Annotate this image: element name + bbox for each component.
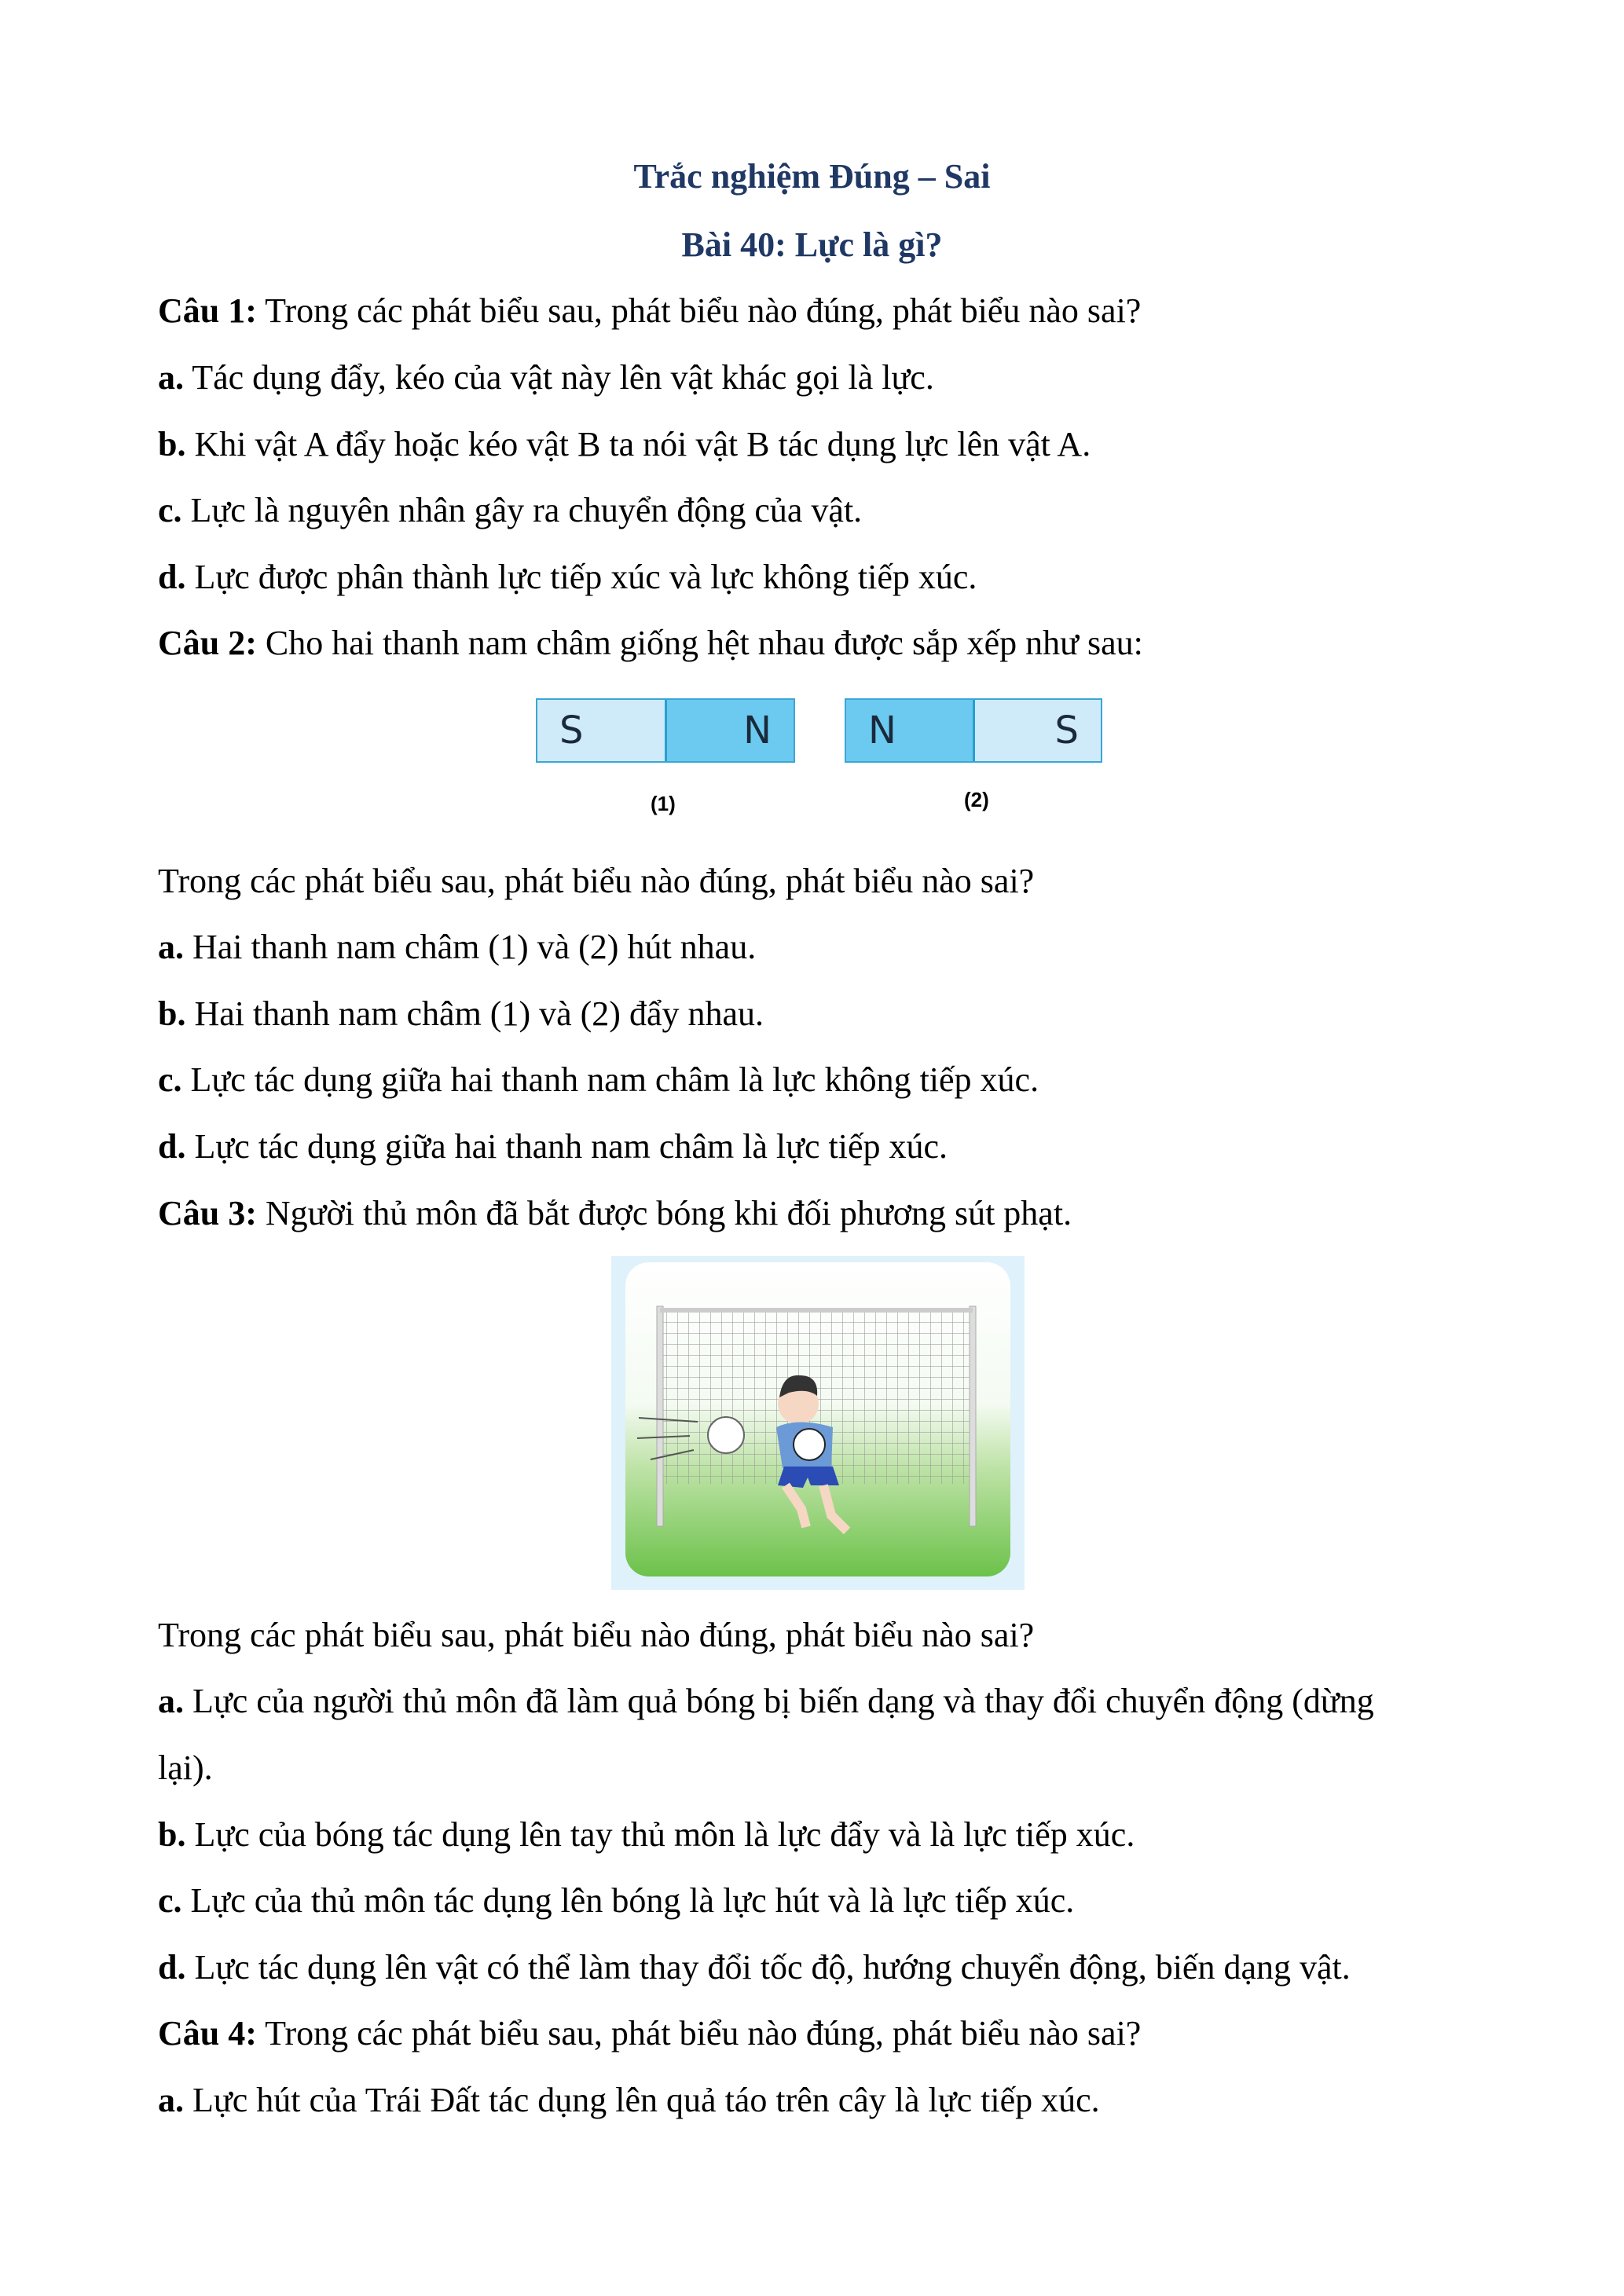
option-text: Lực tác dụng giữa hai thanh nam châm là lực không tiếp xúc. (181, 1060, 1039, 1099)
goal-post-left (657, 1306, 663, 1526)
question-label: Câu 3: (158, 1194, 257, 1232)
option-label: a. (158, 2081, 184, 2119)
q3-option-b (158, 1802, 1135, 1868)
question-text: Cho hai thanh nam châm giống hệt nhau được sắp xếp như sau: (256, 624, 1143, 662)
q1-option-c (158, 478, 862, 544)
option-text: Lực tác dụng lên vật có thể làm thay đổi tốc độ, hướng chuyển động, biến dạng vật. (185, 1948, 1351, 1987)
option-text: Lực được phân thành lực tiếp xúc và lực không tiếp xúc. (185, 558, 977, 596)
question-2 (158, 610, 1143, 676)
option-label: d. (158, 558, 186, 596)
option-label: c. (158, 491, 182, 529)
q3-option-a-continued: lại). (158, 1749, 213, 1787)
magnet-1-caption: (1) (651, 792, 676, 815)
option-label: b. (158, 994, 186, 1033)
option-label: b. (158, 1815, 186, 1854)
question-label: Câu 2: (158, 624, 257, 662)
option-label: a. (158, 928, 184, 966)
q1-option-d (158, 544, 977, 610)
magnet-2-north: N (846, 700, 975, 761)
question-4 (158, 2001, 1141, 2067)
lesson-title: Bài 40: Lực là gì? (681, 225, 943, 264)
q2-prompt: Trong các phát biểu sau, phát biểu nào đúng, phát biểu nào sai? (158, 862, 1035, 900)
flying-ball (708, 1417, 744, 1453)
magnet-2-south: S (975, 700, 1102, 761)
q3-option-d (158, 1935, 1351, 2001)
goal-post-right (970, 1306, 976, 1526)
option-label: c. (158, 1060, 182, 1099)
option-text: Khi vật A đẩy hoặc kéo vật B ta nói vật B tác dụng lực lên vật A. (185, 425, 1091, 463)
option-text: Tác dụng đẩy, kéo của vật này lên vật khác gọi là lực. (184, 358, 934, 397)
q2-option-b (158, 981, 764, 1047)
q1-option-a (158, 345, 934, 411)
q1-option-b (158, 412, 1091, 478)
q2-option-a (158, 914, 756, 980)
option-text: Lực của thủ môn tác dụng lên bóng là lực hút và là lực tiếp xúc. (181, 1881, 1075, 1920)
q2-option-d (158, 1114, 948, 1180)
magnet-2 (845, 698, 1102, 763)
option-text: Hai thanh nam châm (1) và (2) hút nhau. (184, 928, 757, 966)
option-label: b. (158, 425, 186, 463)
question-1 (158, 278, 1141, 344)
question-text: Người thủ môn đã bắt được bóng khi đối phương sút phạt. (256, 1194, 1072, 1232)
magnet-1-north: N (667, 700, 794, 761)
question-label: Câu 4: (158, 2014, 257, 2052)
option-text: Lực của bóng tác dụng lên tay thủ môn là lực đẩy và là lực tiếp xúc. (185, 1815, 1135, 1854)
option-text: Lực của người thủ môn đã làm quả bóng bị biến dạng và thay đổi chuyển động (dừng (184, 1682, 1374, 1720)
option-label: a. (158, 358, 184, 397)
document-title: Trắc nghiệm Đúng – Sai (633, 157, 991, 196)
option-text: Lực tác dụng giữa hai thanh nam châm là lực tiếp xúc. (185, 1127, 948, 1166)
question-text: Trong các phát biểu sau, phát biểu nào đúng, phát biểu nào sai? (256, 291, 1142, 330)
goal-crossbar (660, 1308, 973, 1313)
question-3 (158, 1181, 1072, 1247)
magnet-2-caption: (2) (964, 788, 989, 811)
option-label: d. (158, 1127, 186, 1166)
q3-option-c (158, 1868, 1074, 1934)
option-text: Lực là nguyên nhân gây ra chuyển động của vật. (181, 491, 863, 529)
question-text: Trong các phát biểu sau, phát biểu nào đúng, phát biểu nào sai? (256, 2014, 1142, 2052)
option-label: c. (158, 1881, 182, 1920)
q3-option-a (158, 1668, 1374, 1734)
option-label: a. (158, 1682, 184, 1720)
magnet-1-south: S (537, 700, 667, 761)
magnet-1 (536, 698, 795, 763)
q3-prompt: Trong các phát biểu sau, phát biểu nào đúng, phát biểu nào sai? (158, 1616, 1035, 1654)
option-text: Hai thanh nam châm (1) và (2) đẩy nhau. (185, 994, 764, 1033)
option-text: Lực hút của Trái Đất tác dụng lên quả táo trên cây là lực tiếp xúc. (184, 2081, 1100, 2119)
q2-option-c (158, 1047, 1039, 1113)
option-label: d. (158, 1948, 186, 1987)
goalkeeper-illustration (611, 1256, 1025, 1590)
question-label: Câu 1: (158, 291, 257, 330)
q4-option-a (158, 2067, 1100, 2133)
